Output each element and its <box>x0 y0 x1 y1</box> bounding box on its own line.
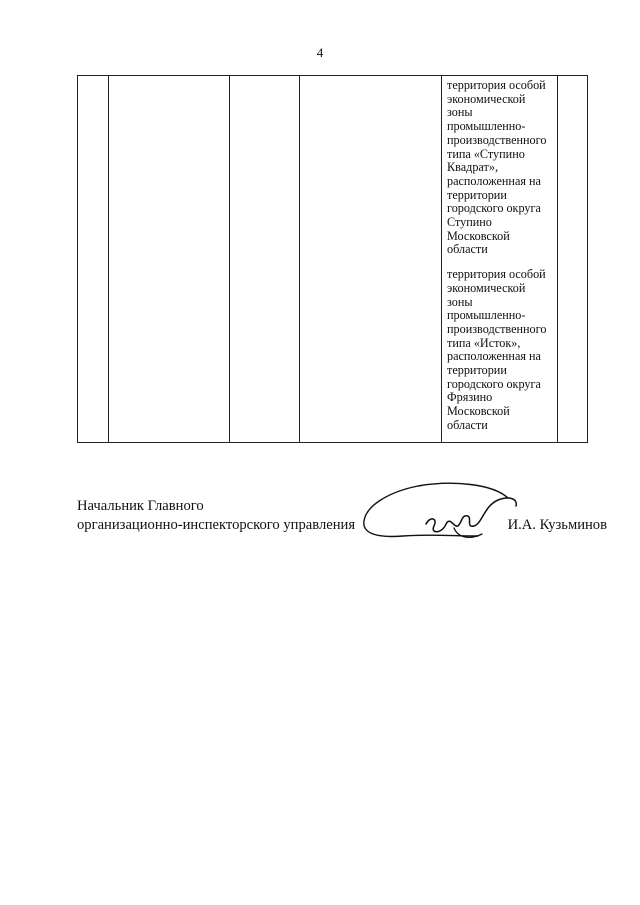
table-cell-col6 <box>558 76 588 443</box>
table-cell-col2 <box>109 76 230 443</box>
territory-istok: территория особой экономической зоны промышленно- производственного типа «Исток», расположенная на территории городского округа Фрязино Московской области <box>447 267 547 432</box>
signatory-name: И.А. Кузьминов <box>507 517 607 533</box>
territory-stupino-kvadrat: территория особой экономической зоны промышленно- производственного типа «Ступино Квадрат», расположенная на территории городского округа Ступино Московской области <box>447 78 547 257</box>
continuation-table <box>77 75 588 443</box>
table-cell-number <box>78 76 109 443</box>
page-number: 4 <box>316 45 324 60</box>
table-cell-col3 <box>230 76 300 443</box>
table-row <box>78 76 588 443</box>
table-cell-col4 <box>300 76 442 443</box>
signatory-title-line1: Начальник Главного <box>77 498 204 514</box>
signatory-title-line2: организационно-инспекторского управления <box>77 517 356 533</box>
table-cell-territory <box>442 76 558 443</box>
handwritten-signature-icon <box>358 476 528 551</box>
